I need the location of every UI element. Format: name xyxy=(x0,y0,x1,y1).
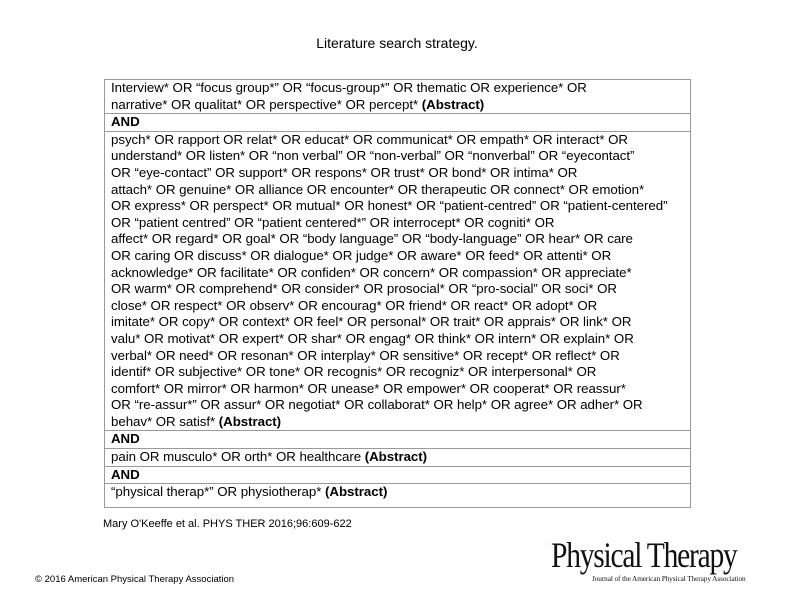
logo-title: Physical Therapy xyxy=(551,535,737,575)
search-terms-line xyxy=(111,248,685,265)
abstract-tag: (Abstract) xyxy=(364,449,428,465)
line-text: close* OR respect* OR observ* OR encourag* OR friend* OR react* OR adopt* OR xyxy=(111,297,598,313)
line-text: acknowledge* OR facilitate* OR confiden* OR concern* OR compassion* OR appreciate* xyxy=(111,264,632,280)
line-text: “physical therap*” OR physiotherap* xyxy=(111,484,322,500)
copyright-notice: © 2016 American Physical Therapy Association xyxy=(35,574,235,585)
search-terms-row xyxy=(105,132,690,432)
search-terms-line xyxy=(111,231,685,248)
search-terms-line xyxy=(111,97,685,114)
abstract-tag: (Abstract) xyxy=(421,96,485,112)
line-text: OR warm* OR comprehend* OR consider* OR prosocial* OR “pro-social” OR soci* OR xyxy=(111,281,617,297)
search-terms-line xyxy=(111,132,685,149)
search-terms-line xyxy=(111,484,685,501)
search-terms-line xyxy=(111,397,685,414)
line-text: behav* OR satisf* xyxy=(111,413,216,429)
line-text: OR “eye-contact” OR support* OR respons* OR trust* OR bond* OR intima* OR xyxy=(111,164,578,180)
search-terms-line xyxy=(111,381,685,398)
line-text: OR “patient centred” OR “patient centered*” OR interrocept* OR cogniti* OR xyxy=(111,214,555,230)
search-strategy-table xyxy=(104,79,691,508)
line-text: understand* OR listen* OR “non verbal” OR “non-verbal” OR “nonverbal” OR “eyecontact” xyxy=(111,148,635,164)
slide-title: Literature search strategy. xyxy=(316,35,478,51)
and-label xyxy=(111,431,685,448)
search-terms-line xyxy=(111,364,685,381)
citation: Mary O'Keeffe et al. PHYS THER 2016;96:609-622 xyxy=(103,518,352,530)
search-terms-line xyxy=(111,215,685,232)
line-text: OR caring OR discuss* OR dialogue* OR judge* OR aware* OR feed* OR attenti* OR xyxy=(111,247,612,263)
line-text: pain OR musculo* OR orth* OR healthcare xyxy=(111,449,362,465)
line-text: Interview* OR “focus group*” OR “focus-group*” OR thematic OR experience* OR xyxy=(111,80,587,95)
and-label xyxy=(111,114,685,131)
line-text: AND xyxy=(111,431,140,447)
search-terms-line xyxy=(111,165,685,182)
search-terms-line xyxy=(111,148,685,165)
line-text: psych* OR rapport OR relat* OR educat* OR communicat* OR empath* OR interact* OR xyxy=(111,131,628,147)
logo-subtitle: Journal of the American Physical Therapy Association xyxy=(592,574,746,583)
line-text: AND xyxy=(111,466,140,482)
journal-logo xyxy=(551,537,783,587)
line-text: attach* OR genuine* OR alliance OR encounter* OR therapeutic OR connect* OR emotion* xyxy=(111,181,645,197)
abstract-tag: (Abstract) xyxy=(218,413,282,429)
and-operator-row xyxy=(105,431,690,449)
line-text: identif* OR subjective* OR tone* OR recognis* OR recogniz* OR interpersonal* OR xyxy=(111,364,597,380)
and-operator-row xyxy=(105,467,690,485)
line-text: narrative* OR qualitat* OR perspective* OR percept* xyxy=(111,96,419,112)
line-text: valu* OR motivat* OR expert* OR shar* OR engag* OR think* OR intern* OR explain* OR xyxy=(111,330,634,346)
line-text: OR “re-assur*” OR assur* OR negotiat* OR collaborat* OR help* OR agree* OR adher* OR xyxy=(111,397,643,413)
and-operator-row xyxy=(105,114,690,132)
search-terms-line xyxy=(111,298,685,315)
line-text: imitate* OR copy* OR context* OR feel* OR personal* OR trait* OR apprais* OR link* OR xyxy=(111,314,632,330)
search-terms-line xyxy=(111,182,685,199)
line-text: verbal* OR need* OR resonan* OR interplay* OR sensitive* OR recept* OR reflect* OR xyxy=(111,347,620,363)
search-terms-line xyxy=(111,449,685,466)
line-text: comfort* OR mirror* OR harmon* OR unease* OR empower* OR cooperat* OR reassur* xyxy=(111,380,626,396)
search-terms-line xyxy=(111,314,685,331)
line-text: OR express* OR perspect* OR mutual* OR honest* OR “patient-centred” OR “patient-centered” xyxy=(111,198,668,214)
line-text: affect* OR regard* OR goal* OR “body language” OR “body-language” OR hear* OR care xyxy=(111,231,633,247)
search-terms-line xyxy=(111,348,685,365)
search-terms-line xyxy=(111,281,685,298)
and-label xyxy=(111,467,685,484)
search-terms-line xyxy=(111,198,685,215)
line-text: AND xyxy=(111,114,140,130)
abstract-tag: (Abstract) xyxy=(325,484,388,500)
search-terms-line xyxy=(111,80,685,97)
search-terms-row xyxy=(105,449,690,467)
search-terms-line xyxy=(111,265,685,282)
search-terms-row xyxy=(105,80,690,114)
search-terms-line xyxy=(111,414,685,431)
search-terms-row xyxy=(105,484,690,501)
search-terms-line xyxy=(111,331,685,348)
